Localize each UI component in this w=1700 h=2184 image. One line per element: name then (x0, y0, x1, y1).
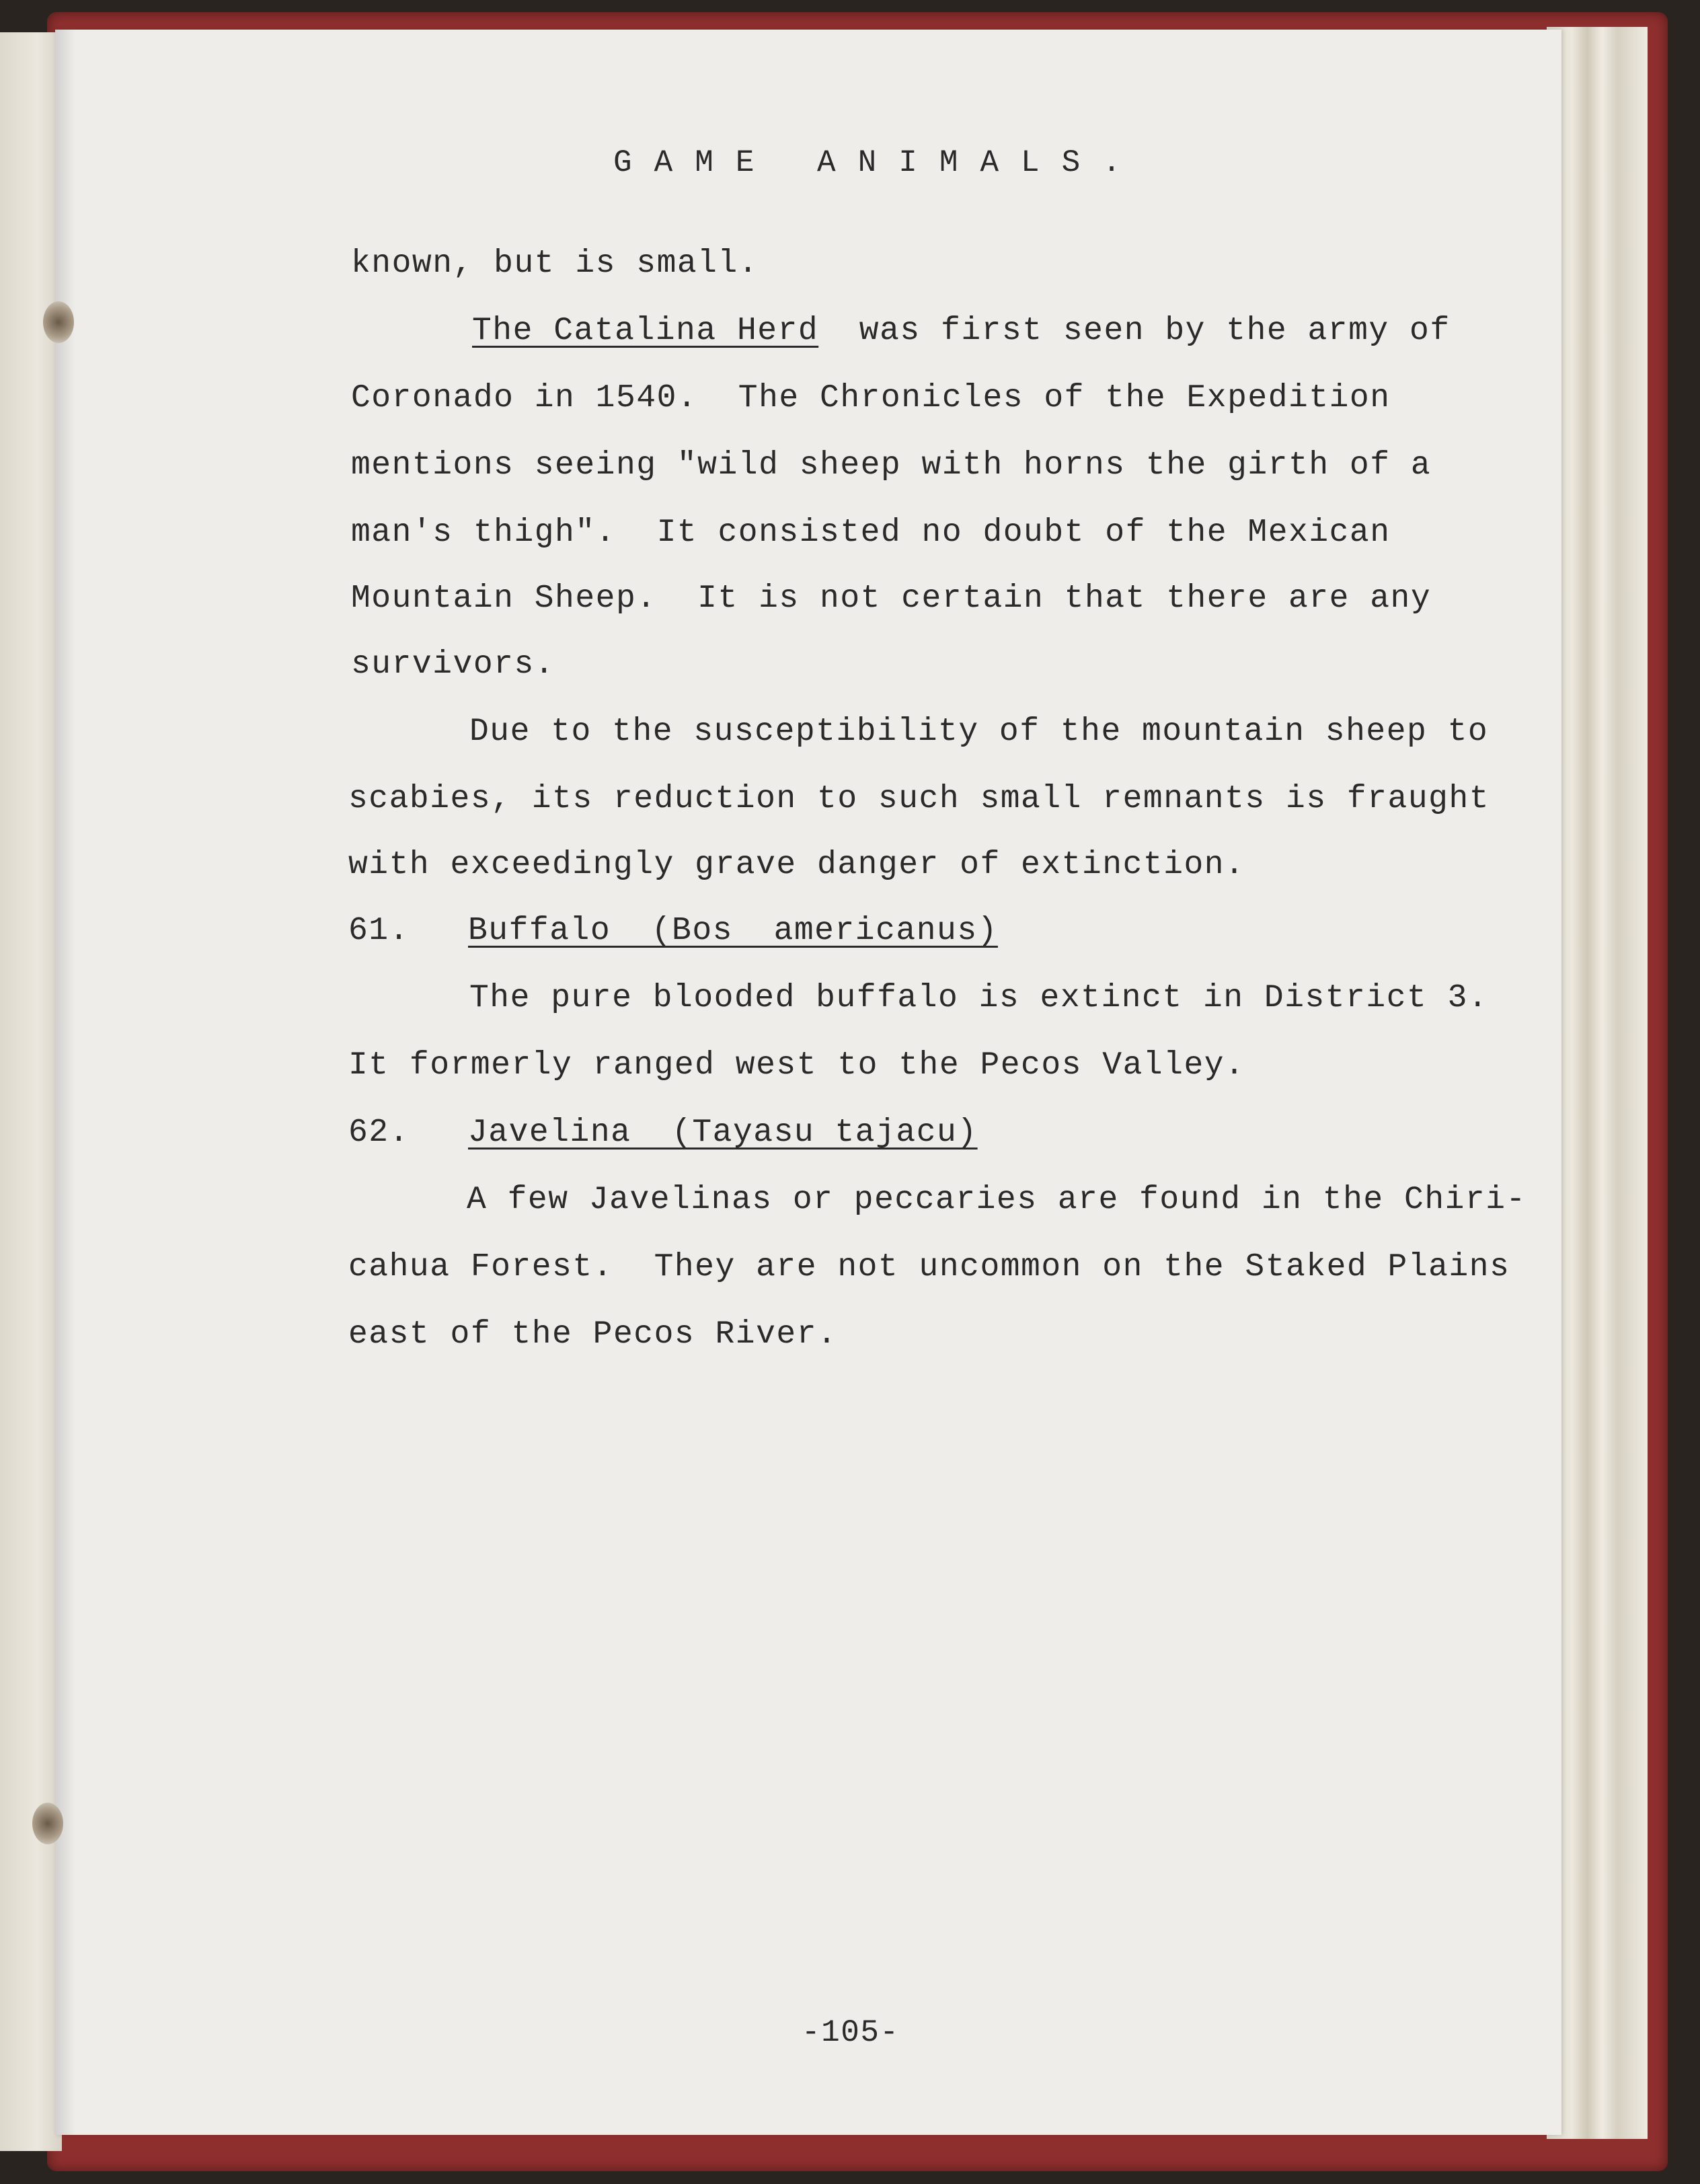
text-line: It formerly ranged west to the Pecos Valley. (348, 1047, 1245, 1084)
text-line: Mountain Sheep. It is not certain that there are any (351, 580, 1432, 617)
text-line (472, 312, 1451, 350)
page-number: -105- (802, 2015, 900, 2050)
text-line: scabies, its reduction to such small remnants is fraught (348, 781, 1490, 817)
page-header: GAME ANIMALS. (613, 145, 1143, 180)
section-title-catalina-herd: The Catalina Herd (472, 313, 819, 349)
text-line: A few Javelinas or peccaries are found in the Chiri- (467, 1182, 1527, 1218)
page-stack-edge (1547, 27, 1648, 2139)
text-line: Coronado in 1540. The Chronicles of the Expedition (351, 380, 1391, 416)
text-line: with exceedingly grave danger of extinction. (348, 847, 1245, 883)
section-number-61: 61. (348, 913, 410, 949)
text-line: mentions seeing "wild sheep with horns the girth of a (351, 447, 1432, 484)
text-line: man's thigh". It consisted no doubt of the Mexican (351, 515, 1391, 551)
section-number-62: 62. (348, 1115, 410, 1151)
text-line: known, but is small. (351, 246, 759, 282)
text-line: survivors. (351, 646, 555, 683)
section-title-javelina: Javelina (Tayasu tajacu) (468, 1115, 978, 1151)
text-line: cahua Forest. They are not uncommon on the Staked Plains (348, 1249, 1510, 1285)
text-line: Due to the susceptibility of the mountain sheep to (469, 714, 1489, 750)
text-line: The pure blooded buffalo is extinct in District 3. (469, 980, 1489, 1016)
text-line: east of the Pecos River. (348, 1316, 838, 1353)
section-title-buffalo: Buffalo (Bos americanus) (468, 913, 998, 949)
text-line-rest: was first seen by the army of (818, 313, 1451, 349)
binding-hole-bottom (32, 1803, 63, 1844)
binding-hole-top (43, 301, 74, 343)
